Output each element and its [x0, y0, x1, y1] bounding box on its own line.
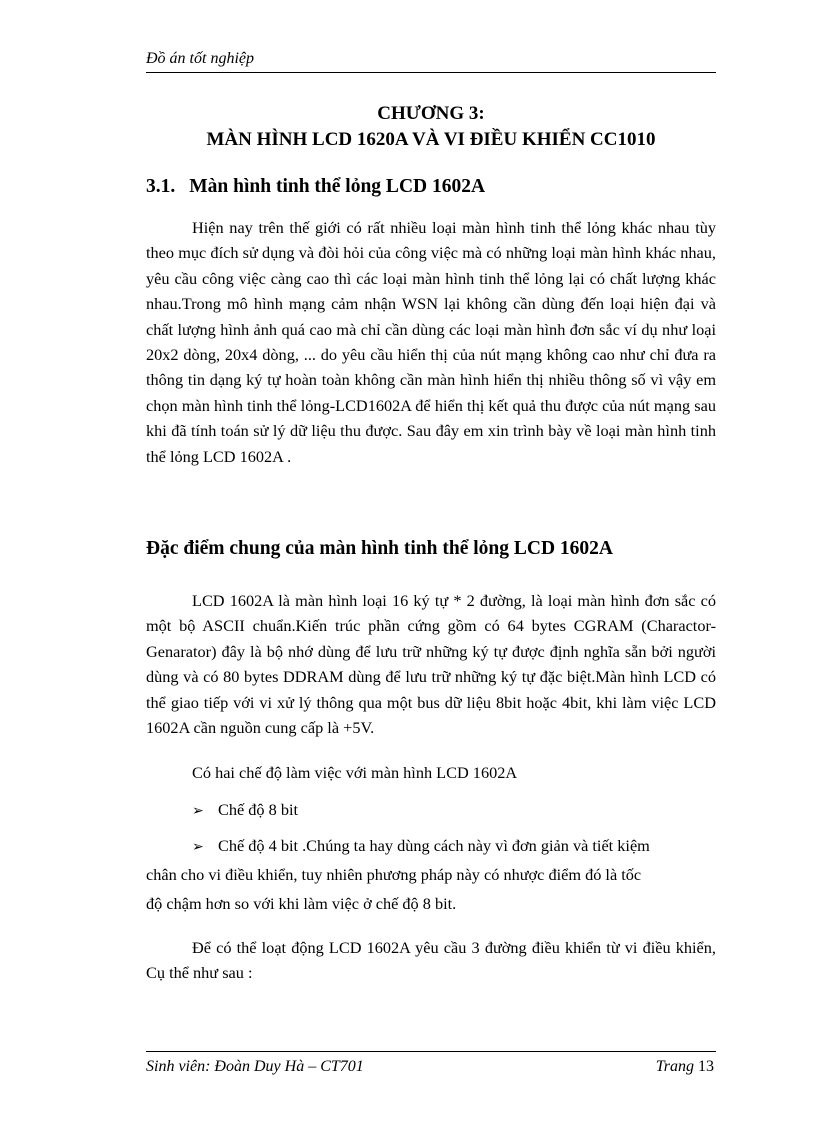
bullet-item-4bit	[192, 836, 650, 856]
arrow-bullet-icon: ➢	[192, 804, 204, 819]
section-number: 3.1.	[146, 176, 176, 197]
bullet-text-4bit: Chế độ 4 bit .Chúng ta hay dùng cách này vì đơn giản và tiết kiệm	[218, 836, 650, 855]
paragraph-features: LCD 1602A là màn hình loại 16 ký tự * 2 đường, là loại màn hình đơn sắc có một bộ ASCII chuẩn.Kiến trúc phần cứng gồm có 64 bytes CGRAM (Charactor-Genarator) đây là bộ nhớ dùng để lưu trữ những ký tự được định nghĩa sẵn bởi người dùng và có 80 bytes DDRAM dùng để lưu trữ những ký tự đặc biệt.Màn hình LCD có thể giao tiếp với vi xử lý thông qua một bus dữ liệu 8bit hoặc 4bit, khi làm việc LCD 1602A cần nguồn cung cấp là +5V.	[146, 591, 716, 738]
paragraph-modes: Có hai chế độ làm việc với màn hình LCD 1602A	[192, 763, 518, 782]
bullet-continuation-2: độ chậm hơn so với khi làm việc ở chế độ 8 bit.	[146, 894, 457, 913]
footer-page-number: 13	[698, 1058, 714, 1075]
chapter-title: MÀN HÌNH LCD 1620A VÀ VI ĐIỀU KHIỂN CC1010	[206, 129, 656, 150]
paragraph-intro: Hiện nay trên thế giới có rất nhiều loại màn hình tinh thể lỏng khác nhau tùy theo mục đích sử dụng và đòi hỏi của công việc mà có những loại màn hình khác nhau, yêu cầu công việc càng cao thì các loại màn hình tinh thể lỏng lại có chất lượng khác nhau.Trong mô hình mạng cảm nhận WSN lại không cần dùng đến loại hiện đại và chất lượng hình ảnh quá cao mà chỉ cần dùng các loại màn hình đơn sắc ví dụ như loại 20x2 dòng, 20x4 dòng, ... do yêu cầu hiển thị của nút mạng không cao như chỉ đưa ra thông tin dạng ký tự hoàn toàn không cần màn hình hiển thị nhiều thông số vì vậy em chọn màn hình tinh thể lỏng-LCD1602A để hiển thị kết quả thu được của nút mạng sau khi đã tính toán sử lý dữ liệu thu được. Sau đây em xin trình bày về loại màn hình tinh thể lỏng LCD 1602A .	[146, 218, 716, 466]
page-header	[146, 48, 716, 73]
page-footer	[146, 1051, 716, 1075]
footer-page-label: Trang	[655, 1058, 694, 1075]
footer-page	[656, 1058, 714, 1076]
section-title: Màn hình tinh thể lỏng LCD 1602A	[189, 176, 486, 197]
paragraph-control-lines: Để có thể loạt động LCD 1602A yêu cầu 3 đường điều khiển từ vi điều khiển, Cụ thể như sau :	[146, 938, 716, 983]
bullet-item-8bit	[192, 800, 298, 820]
bullet-text-8bit: Chế độ 8 bit	[218, 800, 299, 819]
chapter-number: CHƯƠNG 3:	[377, 103, 485, 124]
footer-student: Sinh viên: Đoàn Duy Hà – CT701	[146, 1058, 364, 1075]
arrow-bullet-icon: ➢	[192, 840, 204, 855]
subheading: Đặc điểm chung của màn hình tinh thể lỏng LCD 1602A	[146, 538, 613, 559]
header-title: Đồ án tốt nghiệp	[146, 50, 254, 67]
bullet-continuation-1: chân cho vi điều khiển, tuy nhiên phương pháp này có nhược điểm đó là tốc	[146, 865, 642, 884]
section-heading	[146, 176, 485, 198]
